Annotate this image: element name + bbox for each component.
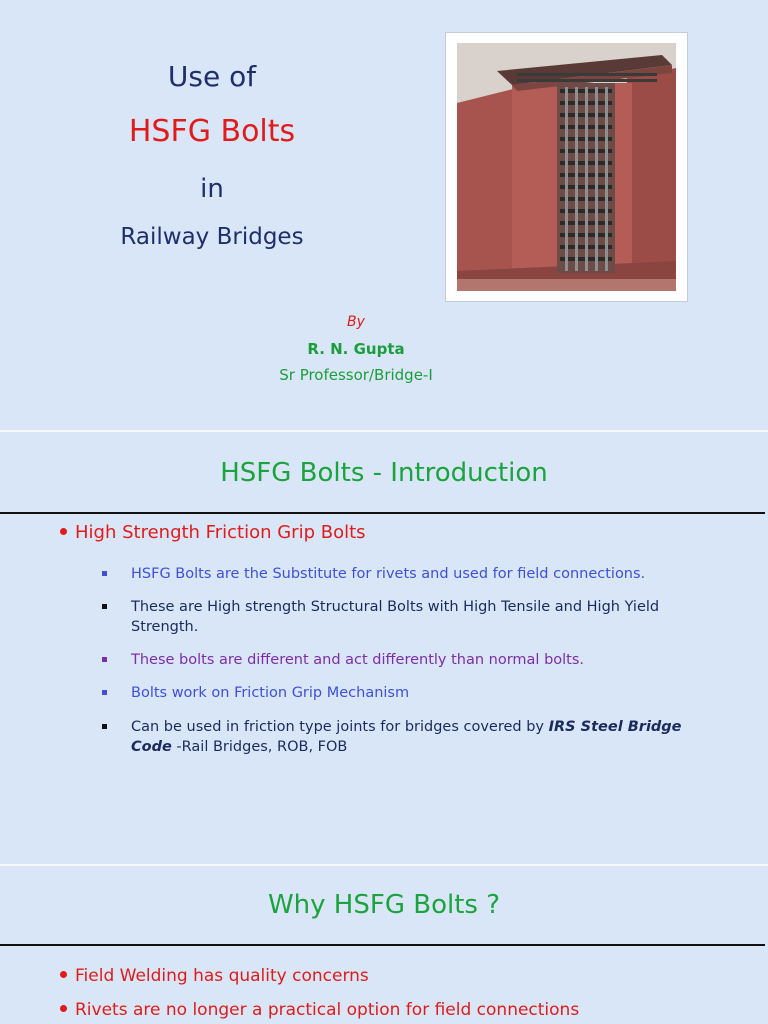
intro-subpoint-1 [102, 564, 692, 584]
intro-subpoint-5-text [131, 717, 692, 757]
intro-subpoint-2-text: These are High strength Structural Bolts with High Tensile and High Yield Strength. [131, 599, 660, 635]
bullet-dot-icon [60, 528, 67, 535]
title-line-in: in [200, 174, 224, 204]
why-heading: Why HSFG Bolts ? [267, 890, 501, 920]
square-bullet-icon [102, 690, 107, 695]
author-name: R. N. Gupta [307, 340, 405, 358]
heading-rule [0, 512, 765, 514]
intro-subpoint-2 [102, 597, 692, 637]
girder-photo-image [457, 43, 676, 291]
why-slide [0, 866, 768, 1024]
intro-main-bullet-text: High Strength Friction Grip Bolts [75, 522, 366, 543]
intro-subpoint-1-text: HSFG Bolts are the Substitute for rivets and used for field connections. [131, 566, 646, 582]
title-line-use-of: Use of [167, 60, 257, 93]
intro-subpoint-4 [102, 683, 692, 703]
why-bullet-2 [60, 1000, 579, 1020]
intro-main-bullet [60, 522, 366, 543]
intro-subpoint-5 [102, 717, 692, 757]
why-bullet-1-text: Field Welding has quality concerns [75, 966, 369, 986]
intro-subpoint-5-prefix: Can be used in friction type joints for bridges covered by [131, 719, 549, 735]
intro-subpoint-5-suffix: -Rail Bridges, ROB, FOB [171, 739, 348, 755]
by-label: By [347, 314, 365, 330]
bullet-dot-icon [60, 971, 67, 978]
intro-subpoint-3 [102, 650, 692, 670]
why-bullet-1 [60, 966, 369, 986]
title-line-railway-bridges: Railway Bridges [120, 224, 304, 250]
heading-rule [0, 944, 765, 946]
why-bullet-2-text: Rivets are no longer a practical option for field connections [75, 1000, 580, 1020]
title-line-hsfg-bolts: HSFG Bolts [128, 114, 296, 149]
irs-steel-bridge-code: IRS Steel Bridge Code [131, 719, 682, 755]
square-bullet-icon [102, 571, 107, 576]
bullet-dot-icon [60, 1005, 67, 1012]
intro-subpoint-3-text: These bolts are different and act differently than normal bolts. [131, 652, 585, 668]
intro-heading: HSFG Bolts - Introduction [220, 458, 548, 488]
bolted-girder-photo [445, 32, 688, 302]
introduction-slide [0, 432, 768, 864]
author-role: Sr Professor/Bridge-I [279, 366, 433, 384]
square-bullet-icon [102, 604, 107, 609]
square-bullet-icon [102, 657, 107, 662]
title-slide [0, 0, 768, 430]
intro-subpoint-4-text: Bolts work on Friction Grip Mechanism [131, 685, 410, 701]
square-bullet-icon [102, 724, 107, 729]
